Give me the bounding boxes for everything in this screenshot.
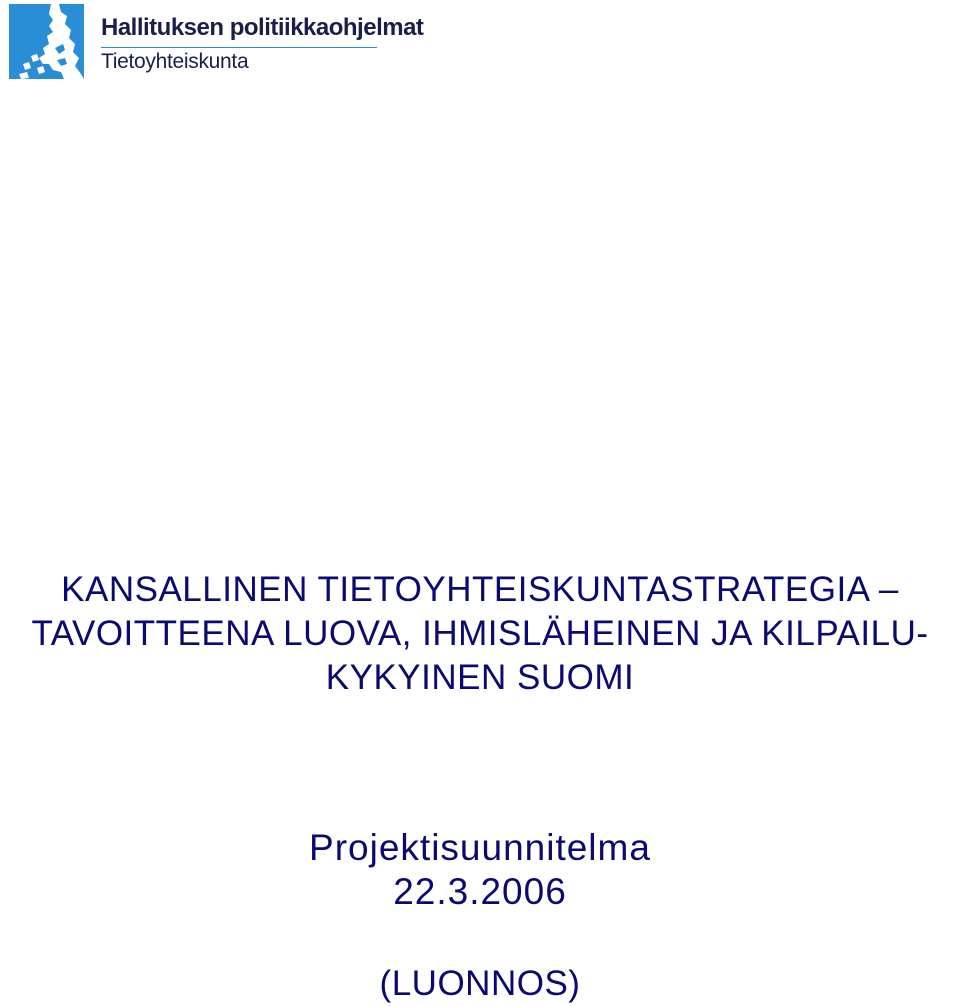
org-name: Hallituksen politiikkaohjelmat [101,14,424,41]
logo-text [101,14,423,75]
header-logo [9,4,423,79]
logo-divider [101,47,377,48]
document-subtitle: Projektisuunnitelma [309,827,651,868]
finland-map-icon [9,4,84,79]
program-name: Tietoyhteiskunta [101,50,249,73]
title-line-2: TAVOITTEENA LUOVA, IHMISLÄHEINEN JA KILPAILU- [31,614,929,653]
draft-status: (LUONNOS) [379,964,581,1003]
title-line-1: KANSALLINEN TIETOYHTEISKUNTASTRATEGIA – [61,570,899,609]
title-line-3: KYKYINEN SUOMI [325,658,635,697]
document-date: 22.3.2006 [393,871,567,912]
document-title [0,568,960,700]
